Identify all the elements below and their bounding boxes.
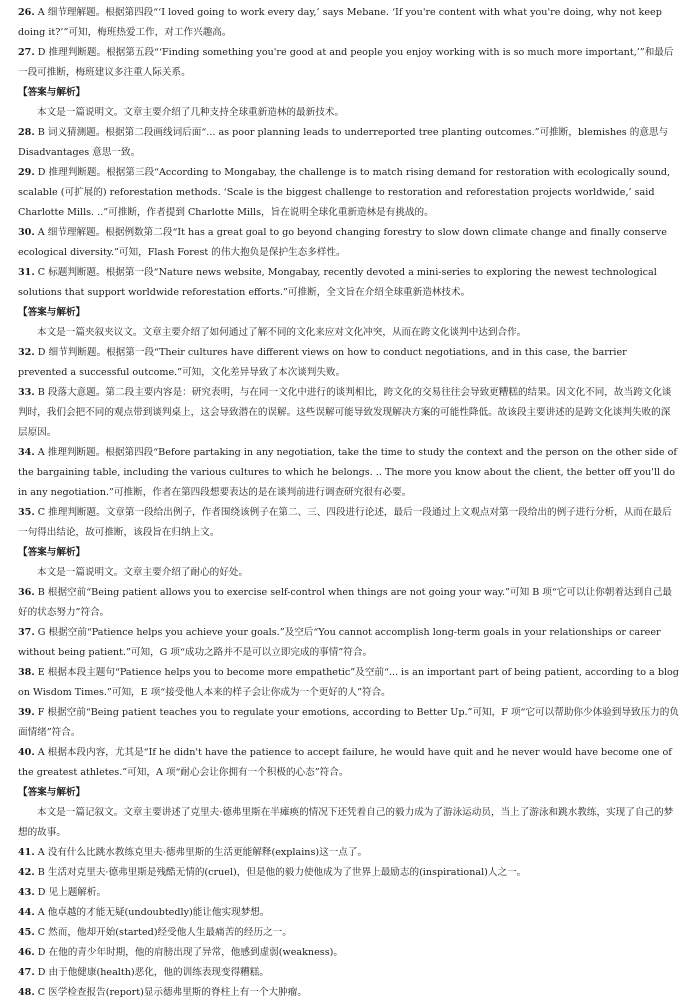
question-number: 39. — [18, 707, 35, 718]
section-heading: 【答案与解析】 — [18, 87, 86, 98]
answer-explanation: C 然而，他却开始(started)经受他人生最痛苦的经历之一。 — [37, 927, 292, 938]
answer-item — [18, 383, 679, 443]
answer-item — [18, 983, 679, 1003]
question-number: 36. — [18, 587, 35, 598]
answer-item — [18, 663, 679, 703]
answer-explanation: C 医学检查报告(report)显示德弗里斯的脊柱上有一个大肿瘤。 — [37, 987, 307, 998]
question-number: 35. — [18, 507, 35, 518]
answer-item — [18, 743, 679, 783]
answer-explanation: A 没有什么比跳水教练克里夫·德弗里斯的生活更能解释(explains)这一点了。 — [37, 847, 368, 858]
answer-explanation: B 生活对克里夫·德弗里斯是残酷无情的(cruel)，但是他的毅力使他成为了世界上最励志的(inspirational)人之一。 — [37, 867, 527, 878]
answer-explanation: A 细节理解题。根据第四段“‘I loved going to work every day,’ says Mebane. ‘If you're content with what you're doing, why not keep doing it?’”可知，梅班热爱工作，对工作兴趣高。 — [18, 7, 662, 38]
question-number: 44. — [18, 907, 35, 918]
answer-explanation: B 段落大意题。第二段主要内容是：研究表明，与在同一文化中进行的谈判相比，跨文化的交易往往会导致更糟糕的结果。因文化不同，故当跨文化谈判时，我们会把不同的观点带到谈判桌上，这会导致潜在的误解。这些误解可能导致发现解决方案的可能性降低。故该段主要讲述的是跨文化谈判失败的深层原因。 — [18, 387, 672, 438]
answer-item — [18, 43, 679, 83]
question-number: 46. — [18, 947, 35, 958]
question-number: 38. — [18, 667, 35, 678]
question-number: 45. — [18, 927, 35, 938]
answer-explanation: D 细节判断题。根据第一段“Their cultures have different views on how to conduct negotiations, and in this case, the barrier prevented a successful outcome.”可知，文化差异导致了本次谈判失败。 — [18, 347, 627, 378]
question-number: 26. — [18, 7, 35, 18]
answer-explanation: A 推理判断题。根据第四段“Before partaking in any negotiation, take the time to study the context and the person on the other side of the bargaining table, including the various cultures to which he belongs. .. The more you know about the client, the better off you'll do in any negotiation.”可推断，作者在第四段想要表达的是在谈判前进行调查研究很有必要。 — [18, 447, 677, 498]
answer-explanation: A 根据本段内容，尤其是“If he didn't have the patience to accept failure, he would have quit and he never would have become one of the greatest athletes.”可知，A 项“耐心会让你拥有一个积极的心态”符合。 — [18, 747, 672, 778]
answer-explanation: C 标题判断题。根据第一段“Nature news website, Mongabay, recently devoted a mini-series to exploring the newest technological solutions that support worldwide reforestation efforts.”可推断，全文旨在介绍全球重新造林技术。 — [18, 267, 657, 298]
question-number: 28. — [18, 127, 35, 138]
answer-item — [18, 3, 679, 43]
answer-explanation: D 在他的青少年时期，他的肩膀出现了异常，他感到虚弱(weakness)。 — [37, 947, 343, 958]
answer-item — [18, 863, 679, 883]
answer-item — [18, 123, 679, 163]
answer-explanation: D 由于他健康(health)恶化，他的训练表现变得糟糕。 — [37, 967, 269, 978]
answer-explanation: A 细节理解题。根据例数第二段“It has a great goal to go beyond changing forestry to slow down climate change and finally conserve ecological diversity.”可知，Flash Forest 的伟大抱负是保护生态多样性。 — [18, 227, 667, 258]
question-number: 48. — [18, 987, 35, 998]
answer-explanation: D 推理判断题。根据第五段“‘Finding something you're good at and people you enjoy working with is so much more important,’”和最后一段可推断，梅班建议多注重人际关系。 — [18, 47, 674, 78]
answer-item — [18, 583, 679, 623]
answer-item — [18, 923, 679, 943]
answer-item — [18, 223, 679, 263]
answer-item — [18, 163, 679, 223]
question-number: 31. — [18, 267, 35, 278]
passage-summary: 本文是一篇记叙文。文章主要讲述了克里夫·德弗里斯在半瘫痪的情况下还凭着自己的毅力成为了游泳运动员，当上了游泳和跳水教练，实现了自己的梦想的故事。 — [18, 807, 674, 838]
answer-explanation: F 根据空前“Being patient teaches you to regulate your emotions, according to Better Up.”可知，F 项“它可以帮助你少体验到导致压力的负面情绪”符合。 — [18, 707, 679, 738]
answer-explanation: D 见上题解析。 — [37, 887, 107, 898]
answer-item — [18, 943, 679, 963]
answer-item — [18, 343, 679, 383]
answer-item — [18, 883, 679, 903]
question-number: 47. — [18, 967, 35, 978]
question-number: 27. — [18, 47, 35, 58]
question-number: 42. — [18, 867, 35, 878]
answer-explanation: D 推理判断题。根据第三段“According to Mongabay, the challenge is to match rising demand for restoration with ecologically sound, scalable (可扩展的) reforestation methods. ‘Scale is the biggest challenge to restoration and reforestation projects worldwide,’ said Charlotte Mills. ..”可推断，作者提到 Charlotte Mills，旨在说明全球化重新造林是有挑战的。 — [18, 167, 671, 218]
question-number: 32. — [18, 347, 35, 358]
answer-item — [18, 263, 679, 303]
answer-explanation: B 根据空前“Being patient allows you to exercise self-control when things are not going your way.”可知 B 项“它可以让你朝着达到自己最好的状态努力”符合。 — [18, 587, 672, 618]
answer-explanation: G 根据空前“Patience helps you achieve your goals.”及空后“You cannot accomplish long-term goals in your relationships or career without being patient.”可知，G 项“成功之路并不是可以立即完成的事情”符合。 — [18, 627, 661, 658]
question-number: 41. — [18, 847, 35, 858]
answer-explanation: E 根据本段主题句“Patience helps you to become more empathetic”及空前“... is an important part of being patient, according to a blog on Wisdom Times.”可知，E 项“接受他人本来的样子会让你成为一个更好的人”符合。 — [18, 667, 679, 698]
answer-item — [18, 443, 679, 503]
answer-item — [18, 903, 679, 923]
question-number: 34. — [18, 447, 35, 458]
section-heading: 【答案与解析】 — [18, 787, 86, 798]
answer-item — [18, 963, 679, 983]
answer-explanation: B 词义猜测题。根据第二段画线词后面“... as poor planning leads to underreported tree planting outcomes.”可推断，blemishes 的意思与 Disadvantages 意思一致。 — [18, 127, 669, 158]
question-number: 29. — [18, 167, 35, 178]
answer-explanation: A 他卓越的才能无疑(undoubtedly)能让他实现梦想。 — [37, 907, 270, 918]
section-heading: 【答案与解析】 — [18, 547, 86, 558]
answer-item — [18, 503, 679, 543]
answer-item — [18, 703, 679, 743]
passage-summary: 本文是一篇夹叙夹议文。文章主要介绍了如何通过了解不同的文化来应对文化冲突，从而在跨文化谈判中达到合作。 — [37, 327, 527, 338]
question-number: 43. — [18, 887, 35, 898]
passage-summary: 本文是一篇说明文。文章主要介绍了几种支持全球重新造林的最新技术。 — [37, 107, 344, 118]
question-number: 40. — [18, 747, 35, 758]
answer-item — [18, 843, 679, 863]
answer-item — [18, 623, 679, 663]
section-heading: 【答案与解析】 — [18, 307, 86, 318]
question-number: 30. — [18, 227, 35, 238]
question-number: 37. — [18, 627, 35, 638]
passage-summary: 本文是一篇说明文。文章主要介绍了耐心的好处。 — [37, 567, 249, 578]
answer-explanation: C 推理判断题。文章第一段给出例子，作者围绕该例子在第二、三、四段进行论述，最后一段通过上文观点对第一段给出的例子进行分析，从而在最后一句得出结论，故可推断，该段旨在归纳上文。 — [18, 507, 672, 538]
question-number: 33. — [18, 387, 35, 398]
